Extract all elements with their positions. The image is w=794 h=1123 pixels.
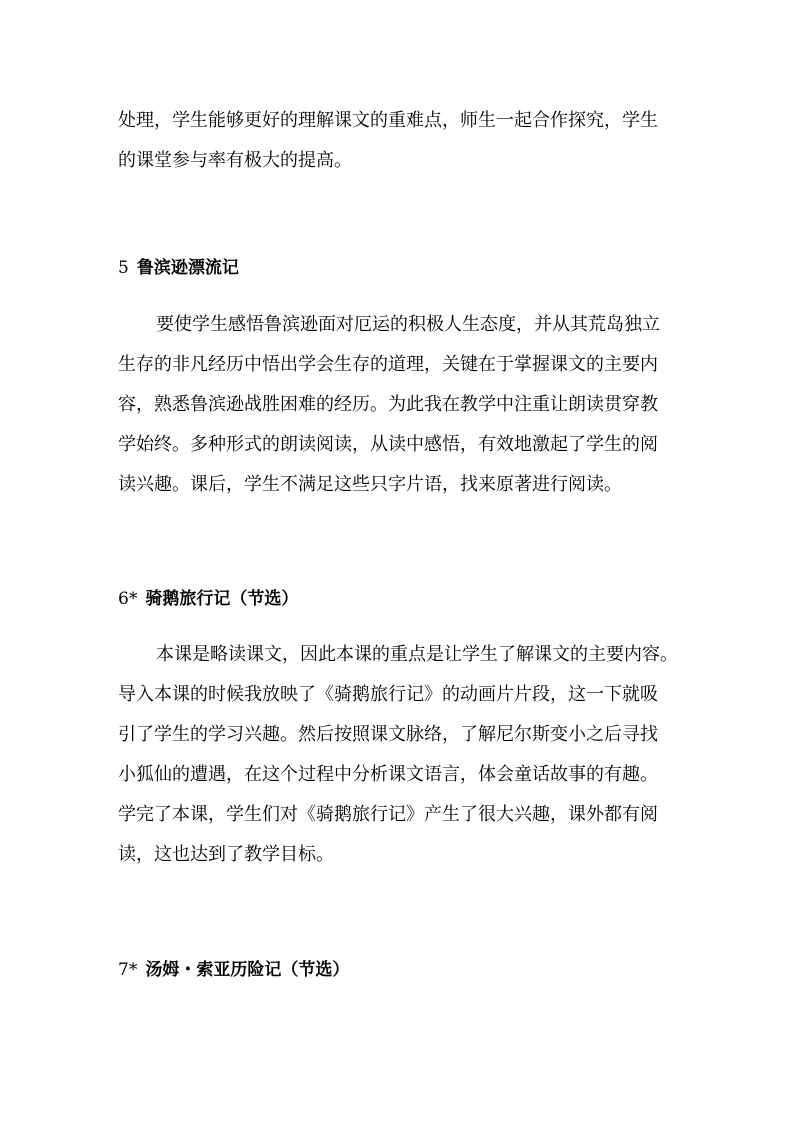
paragraph-line: 本课是略读课文，因此本课的重点是让学生了解课文的主要内容。 xyxy=(156,644,678,665)
section-6-paragraph xyxy=(118,635,678,875)
section-title: 汤姆・索亚历险记（节选） xyxy=(145,960,350,980)
paragraph-line: 生存的非凡经历中悟出学会生存的道理，关键在于掌握课文的主要内 xyxy=(118,354,658,375)
paragraph-line: 读兴趣。课后，学生不满足这些只字片语，找来原著进行阅读。 xyxy=(118,474,622,495)
paragraph-line: 处理，学生能够更好的理解课文的重难点，师生一起合作探究，学生 xyxy=(118,110,658,131)
paragraph-line: 学始终。多种形式的朗读阅读，从读中感悟，有效地激起了学生的阅 xyxy=(118,434,658,455)
section-title: 鲁滨逊漂流记 xyxy=(136,258,239,278)
paragraph-line: 要使学生感悟鲁滨逊面对厄运的积极人生态度，并从其荒岛独立 xyxy=(156,314,660,335)
section-title: 骑鹅旅行记（节选） xyxy=(145,589,299,609)
paragraph-line: 引了学生的学习兴趣。然后按照课文脉络，了解尼尔斯变小之后寻找 xyxy=(118,724,658,745)
paragraph-line: 学完了本课，学生们对《骑鹅旅行记》产生了很大兴趣，课外都有阅 xyxy=(118,804,658,825)
paragraph-line: 导入本课的时候我放映了《骑鹅旅行记》的动画片片段，这一下就吸 xyxy=(118,684,658,705)
section-number: 5 xyxy=(118,258,129,278)
section-heading-6 xyxy=(118,587,298,611)
paragraph-continuation xyxy=(118,101,678,181)
paragraph-line: 小狐仙的遭遇，在这个过程中分析课文语言，体会童话故事的有趣。 xyxy=(118,764,658,785)
paragraph-line: 的课堂参与率有极大的提高。 xyxy=(118,150,352,171)
paragraph-line: 容，熟悉鲁滨逊战胜困难的经历。为此我在教学中注重让朗读贯穿教 xyxy=(118,394,658,415)
section-heading-5 xyxy=(118,256,239,280)
section-heading-7 xyxy=(118,958,349,982)
section-number: 6* xyxy=(118,589,138,609)
section-number: 7* xyxy=(118,960,138,980)
paragraph-line: 读，这也达到了教学目标。 xyxy=(118,844,334,865)
section-5-paragraph xyxy=(118,305,678,505)
